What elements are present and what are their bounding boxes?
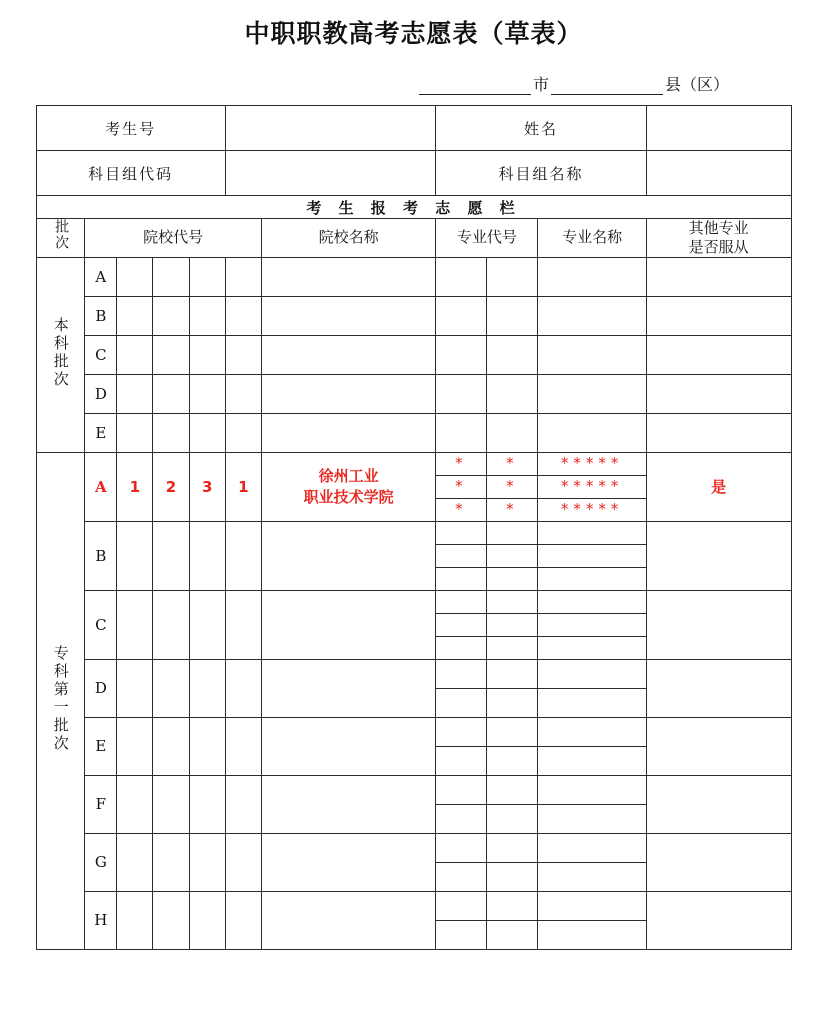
major-code-cell-1[interactable] [436,804,487,833]
school-code-digit[interactable] [189,374,225,413]
obey-cell[interactable] [646,521,791,590]
major-code-cell-1[interactable] [436,717,487,746]
obey-cell[interactable] [646,775,791,833]
school-code-digit[interactable] [153,413,189,452]
school-code-digit[interactable] [225,659,261,717]
col-header-major-name: 专业名称 [538,219,646,258]
school-code-digit[interactable] [117,521,153,590]
school-code-digit[interactable] [117,413,153,452]
row-letter: F [85,775,117,833]
school-code-digit[interactable] [225,374,261,413]
school-code-digit[interactable]: 3 [189,452,225,521]
major-name-cell[interactable] [538,413,646,452]
major-code-cell-2[interactable] [487,335,538,374]
row-letter: A [85,257,117,296]
obey-cell[interactable] [646,257,791,296]
major-code-cell-2[interactable] [487,257,538,296]
school-code-digit[interactable] [189,296,225,335]
major-code-cell-2[interactable]: * [487,498,538,521]
school-code-digit[interactable]: 1 [225,452,261,521]
school-code-digit[interactable] [117,891,153,949]
obey-cell[interactable] [646,590,791,659]
major-code-cell-1[interactable] [436,521,487,544]
major-name-cell[interactable] [538,775,646,804]
major-name-cell[interactable] [538,717,646,746]
school-code-digit[interactable] [225,891,261,949]
major-code-cell-2[interactable] [487,688,538,717]
row-letter: D [85,374,117,413]
major-code-cell-1[interactable] [436,590,487,613]
table-row-subject-group [36,151,791,196]
school-code-digit[interactable] [153,296,189,335]
row-letter: A [85,452,117,521]
major-code-cell-2[interactable] [487,567,538,590]
major-code-cell-1[interactable] [436,775,487,804]
obey-cell[interactable]: 是 [646,452,791,521]
school-code-digit[interactable] [189,335,225,374]
major-code-cell-2[interactable] [487,833,538,862]
school-code-digit[interactable] [153,891,189,949]
col-header-batch [36,219,85,258]
table-row-undergrad-D [36,374,791,413]
major-code-cell-1[interactable] [436,613,487,636]
major-code-cell-2[interactable] [487,920,538,949]
major-name-cell[interactable] [538,335,646,374]
school-name-cell[interactable] [261,590,435,659]
school-code-digit[interactable] [189,257,225,296]
major-code-cell-1[interactable] [436,688,487,717]
major-code-cell-1[interactable] [436,296,487,335]
col-header-obey-line1: 其他专业 [688,219,749,237]
row-letter: H [85,891,117,949]
col-header-school-name: 院校名称 [261,219,435,258]
school-code-digit[interactable] [225,717,261,775]
row-letter: E [85,717,117,775]
value-candidate-name[interactable] [646,106,791,151]
row-letter: D [85,659,117,717]
label-subject-group-code: 科目组代码 [36,151,225,196]
table-row-undergrad-B [36,296,791,335]
col-header-obey-line2: 是否服从 [688,237,749,256]
major-code-cell-2[interactable] [487,775,538,804]
section-label-college-first-batch [36,452,85,949]
value-candidate-number[interactable] [225,106,436,151]
school-name-cell[interactable] [261,891,435,949]
obey-cell[interactable] [646,833,791,891]
school-code-digit[interactable] [117,257,153,296]
major-name-cell[interactable]: ***** [538,475,646,498]
major-code-cell-1[interactable] [436,413,487,452]
major-name-cell[interactable] [538,374,646,413]
col-header-school-code: 院校代号 [85,219,262,258]
major-code-cell-2[interactable] [487,613,538,636]
school-code-digit[interactable] [153,257,189,296]
school-name-cell[interactable] [261,257,435,296]
major-name-cell[interactable] [538,636,646,659]
major-code-cell-1[interactable] [436,920,487,949]
school-code-digit[interactable] [153,374,189,413]
school-name-line2: 职业技术学院 [303,487,394,506]
table-row-college-H-1 [36,891,791,920]
school-code-digit[interactable] [153,717,189,775]
major-code-cell-2[interactable] [487,717,538,746]
major-code-cell-1[interactable] [436,567,487,590]
school-name-cell[interactable] [261,452,435,521]
school-code-digit[interactable] [117,659,153,717]
school-code-digit[interactable] [189,521,225,590]
school-code-digit[interactable] [189,717,225,775]
major-name-cell[interactable] [538,920,646,949]
major-name-cell[interactable] [538,659,646,688]
major-code-cell-1[interactable] [436,746,487,775]
school-code-digit[interactable] [225,296,261,335]
school-code-digit[interactable] [189,659,225,717]
major-code-cell-1[interactable] [436,659,487,688]
row-letter: G [85,833,117,891]
major-name-cell[interactable] [538,521,646,544]
city-label: 市 [532,75,549,94]
school-code-digit[interactable]: 2 [153,452,189,521]
school-code-digit[interactable] [117,374,153,413]
label-subject-group-name: 科目组名称 [436,151,647,196]
major-code-cell-2[interactable] [487,590,538,613]
school-code-digit[interactable] [117,335,153,374]
major-code-cell-2[interactable] [487,521,538,544]
school-code-digit[interactable] [225,335,261,374]
page-title: 中职职教高考志愿表（草表） [244,19,583,48]
school-name-cell[interactable] [261,413,435,452]
major-name-cell[interactable] [538,544,646,567]
major-name-cell[interactable] [538,833,646,862]
major-code-cell-1[interactable] [436,335,487,374]
school-name-cell[interactable] [261,374,435,413]
school-code-digit[interactable] [153,659,189,717]
row-letter: E [85,413,117,452]
application-form-table [36,105,792,950]
major-code-cell-2[interactable]: * [487,475,538,498]
school-name-cell[interactable] [261,775,435,833]
row-letter: C [85,590,117,659]
major-code-cell-1[interactable]: * [436,498,487,521]
obey-cell[interactable] [646,374,791,413]
major-name-cell[interactable] [538,257,646,296]
table-row-candidate-number [36,106,791,151]
table-row-college-D-1 [36,659,791,688]
major-code-cell-2[interactable] [487,413,538,452]
school-name-cell[interactable] [261,833,435,891]
school-name-cell[interactable] [261,717,435,775]
major-code-cell-2[interactable] [487,636,538,659]
major-code-cell-1[interactable] [436,833,487,862]
school-code-digit[interactable] [117,717,153,775]
major-name-cell[interactable] [538,590,646,613]
major-code-cell-1[interactable] [436,636,487,659]
major-code-cell-2[interactable] [487,891,538,920]
school-name-cell[interactable] [261,521,435,590]
label-candidate-number: 考生号 [36,106,225,151]
school-code-digit[interactable] [117,833,153,891]
school-code-digit[interactable] [225,521,261,590]
major-code-cell-1[interactable]: * [436,475,487,498]
table-row-college-F-1 [36,775,791,804]
major-name-cell[interactable] [538,862,646,891]
school-name-line1: 徐州工业 [318,467,379,486]
row-letter: B [85,521,117,590]
school-code-digit[interactable] [189,775,225,833]
major-code-cell-1[interactable]: * [436,452,487,475]
major-code-cell-1[interactable] [436,891,487,920]
row-letter: C [85,335,117,374]
major-name-cell[interactable] [538,613,646,636]
obey-cell[interactable] [646,717,791,775]
school-code-digit[interactable] [117,590,153,659]
school-code-digit[interactable] [153,590,189,659]
major-name-cell[interactable] [538,567,646,590]
obey-cell[interactable] [646,296,791,335]
county-input-line[interactable] [551,77,663,95]
county-label: 县（区） [664,75,729,94]
value-subject-group-code[interactable] [225,151,436,196]
section-label-college-first-batch-text: 专科第一批次 [51,644,70,753]
obey-cell[interactable] [646,659,791,717]
school-name-cell[interactable] [261,296,435,335]
table-row-college-B-1 [36,521,791,544]
section-label-undergraduate-text: 本科批次 [51,316,70,389]
school-code-digit[interactable] [189,590,225,659]
school-name-cell[interactable] [261,335,435,374]
school-code-digit[interactable] [153,521,189,590]
major-code-cell-1[interactable] [436,862,487,891]
table-row-undergrad-A [36,257,791,296]
school-code-digit[interactable]: 1 [117,452,153,521]
major-code-cell-2[interactable] [487,374,538,413]
school-code-digit[interactable] [189,833,225,891]
obey-cell[interactable] [646,335,791,374]
major-code-cell-2[interactable] [487,746,538,775]
col-header-major-code: 专业代号 [436,219,538,258]
school-code-digit[interactable] [153,775,189,833]
location-line [0,72,827,95]
major-code-cell-2[interactable] [487,862,538,891]
school-code-digit[interactable] [225,775,261,833]
school-code-digit[interactable] [189,413,225,452]
table-row-college-E-1 [36,717,791,746]
major-code-cell-2[interactable] [487,804,538,833]
major-name-cell[interactable] [538,891,646,920]
major-name-cell[interactable]: ***** [538,498,646,521]
table-row-college-A-1 [36,452,791,475]
section-label-undergraduate [36,257,85,452]
major-code-cell-2[interactable] [487,659,538,688]
label-candidate-name: 姓名 [436,106,647,151]
major-code-cell-1[interactable] [436,374,487,413]
table-row-undergrad-C [36,335,791,374]
school-code-digit[interactable] [225,833,261,891]
table-header-row [36,219,791,258]
major-name-cell[interactable]: ***** [538,452,646,475]
city-input-line[interactable] [419,77,531,95]
school-code-digit[interactable] [153,833,189,891]
table-row-undergrad-E [36,413,791,452]
major-code-cell-1[interactable] [436,544,487,567]
table-row-college-C-1 [36,590,791,613]
school-code-digit[interactable] [225,413,261,452]
value-subject-group-name[interactable] [646,151,791,196]
row-letter: B [85,296,117,335]
school-code-digit[interactable] [225,590,261,659]
major-name-cell[interactable] [538,296,646,335]
school-code-digit[interactable] [117,775,153,833]
major-name-cell[interactable] [538,804,646,833]
obey-cell[interactable] [646,413,791,452]
school-code-digit[interactable] [153,335,189,374]
band-title: 考 生 报 考 志 愿 栏 [36,196,791,219]
major-code-cell-1[interactable] [436,257,487,296]
school-name-cell[interactable] [261,659,435,717]
col-header-obey [646,219,791,258]
obey-cell[interactable] [646,891,791,949]
col-header-batch-label: 批次 [53,219,70,252]
table-row-college-G-1 [36,833,791,862]
major-code-cell-2[interactable] [487,544,538,567]
major-code-cell-2[interactable] [487,296,538,335]
school-code-digit[interactable] [117,296,153,335]
major-code-cell-2[interactable]: * [487,452,538,475]
school-code-digit[interactable] [225,257,261,296]
major-name-cell[interactable] [538,688,646,717]
major-name-cell[interactable] [538,746,646,775]
school-code-digit[interactable] [189,891,225,949]
table-row-band [36,196,791,219]
